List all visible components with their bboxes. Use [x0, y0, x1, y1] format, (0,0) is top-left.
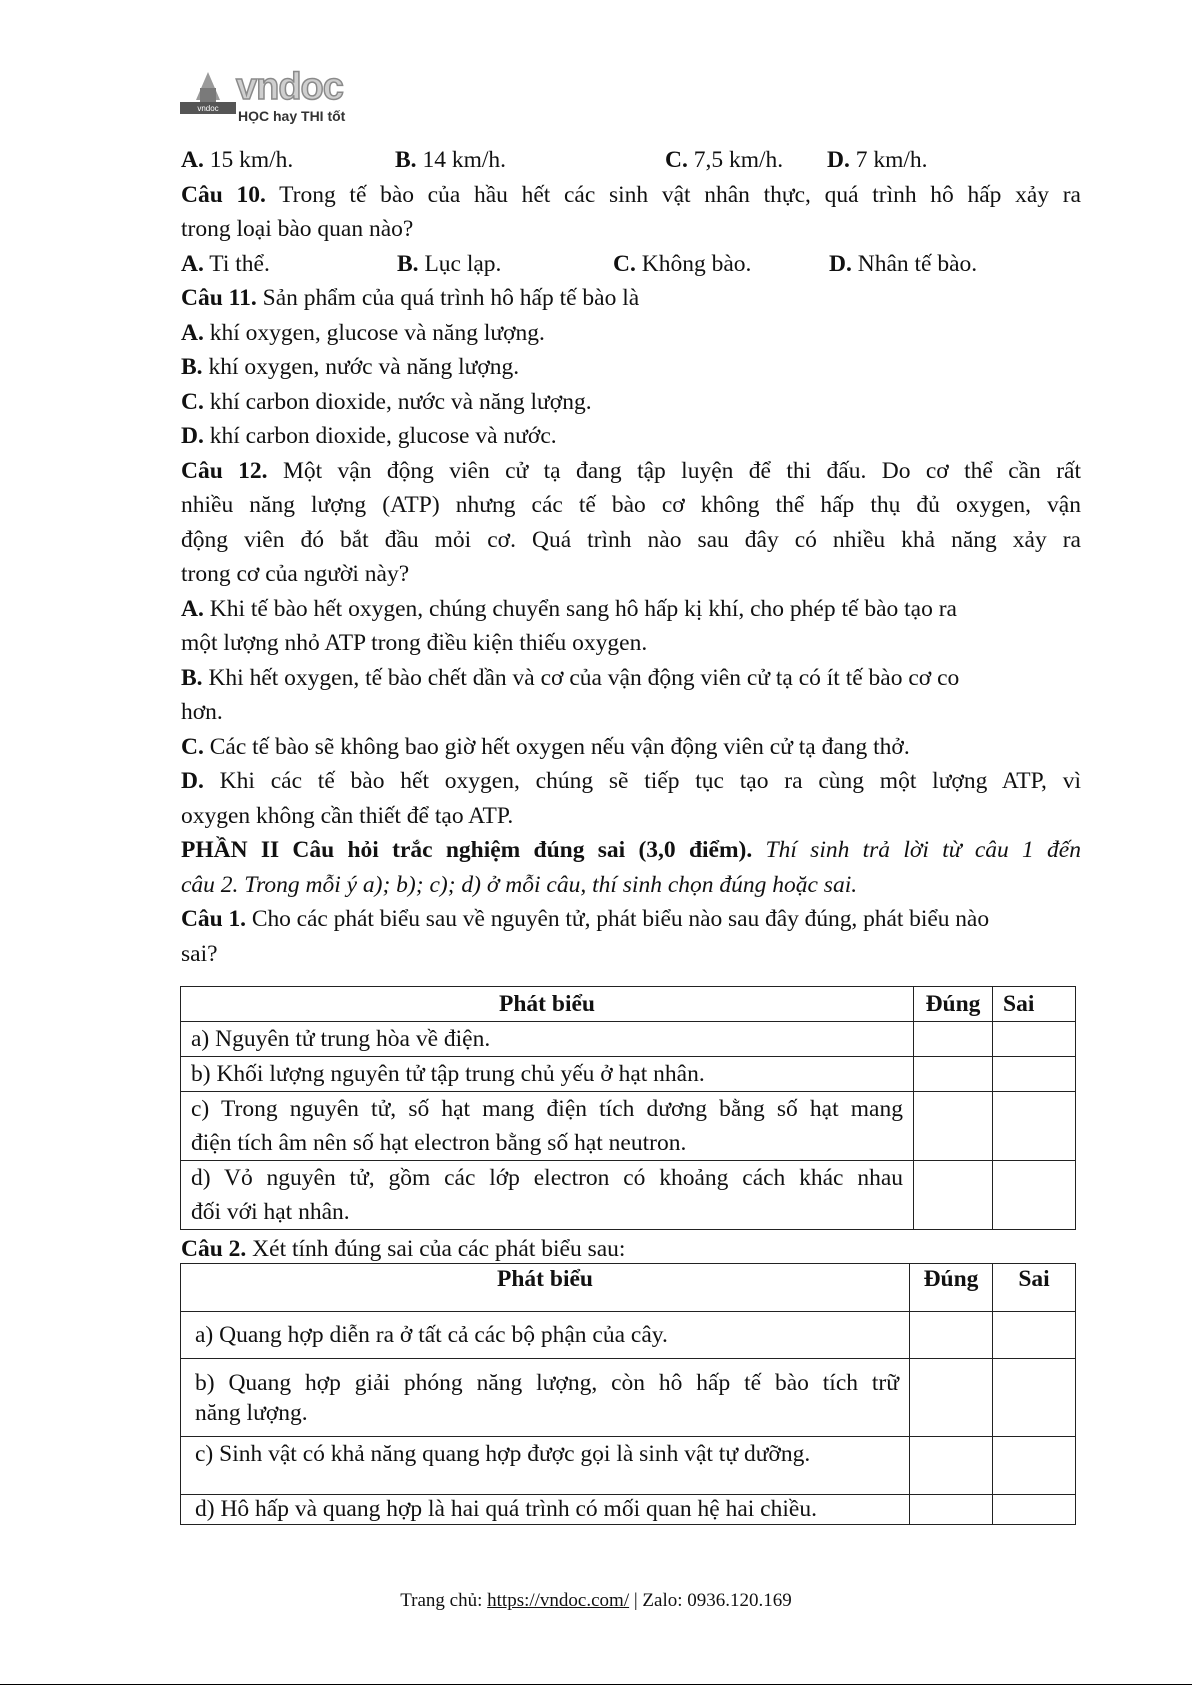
statement-b: b) Quang hợp giải phóng năng lượng, còn hô hấp tế bào tích trữ năng lượng.: [181, 1359, 910, 1437]
q12-option-b-cont: hơn.: [181, 699, 223, 725]
statement-a: a) Nguyên tử trung hòa về điện.: [181, 1022, 914, 1057]
q12-stem-3: động viên đó bắt đầu mỏi cơ. Quá trình nào sau đây có nhiều khả năng xảy ra: [181, 526, 1081, 553]
q12-stem-4: trong cơ của người này?: [181, 561, 410, 587]
tq1-stem: Câu 1. Cho các phát biểu sau về nguyên tử, phát biểu nào sau đây đúng, phát biểu nào: [181, 906, 990, 932]
q10-options: A. Ti thể. B. Lục lạp. C. Không bào. D. Nhân tế bào.: [181, 250, 978, 277]
part2-heading: PHẦN II Câu hỏi trắc nghiệm đúng sai (3,0 điểm). Thí sinh trả lời từ câu 1 đến: [181, 837, 1081, 863]
statement-b: b) Khối lượng nguyên tử tập trung chủ yếu ở hạt nhân.: [181, 1057, 914, 1092]
col-false: Sai: [993, 1264, 1076, 1312]
q10-stem-cont: trong loại bào quan nào?: [181, 216, 414, 242]
tq2-stem: Câu 2. Xét tính đúng sai của các phát biểu sau:: [181, 1236, 626, 1262]
statement-c: c) Trong nguyên tử, số hạt mang điện tích dương bằng số hạt mang điện tích âm nên số hạt electron bằng số hạt neutron.: [181, 1092, 914, 1161]
q12-stem-1: Câu 12. Một vận động viên cử tạ đang tập luyện để thi đấu. Do cơ thể cần rất: [181, 457, 1081, 484]
q12-option-a: A. Khi tế bào hết oxygen, chúng chuyển sang hô hấp kị khí, cho phép tế bào tạo ra: [181, 595, 957, 622]
false-cell-a[interactable]: [993, 1312, 1076, 1359]
true-cell-c[interactable]: [910, 1437, 993, 1495]
false-cell-d[interactable]: [993, 1161, 1076, 1230]
col-false: Sai: [993, 987, 1076, 1022]
q11-option-a: A. khí oxygen, glucose và năng lượng.: [181, 319, 545, 346]
table-header-row: [181, 1264, 1076, 1312]
false-cell-c[interactable]: [993, 1437, 1076, 1495]
q12-stem-2: nhiều năng lượng (ATP) nhưng các tế bào cơ không thể hấp thụ đủ oxygen, vận: [181, 492, 1081, 518]
true-cell-d[interactable]: [914, 1161, 993, 1230]
page-footer: Trang chủ: https://vndoc.com/ | Zalo: 0936.120.169: [400, 1590, 792, 1611]
logo-tagline: HỌC hay THI tốt: [238, 108, 346, 124]
q11-option-c: C. khí carbon dioxide, nước và năng lượng.: [181, 388, 592, 415]
col-statement: Phát biểu: [181, 1264, 910, 1312]
false-cell-d[interactable]: [993, 1495, 1076, 1525]
site-logo[interactable]: [178, 66, 378, 126]
logo-badge: vndoc: [197, 104, 219, 113]
q11-option-b: B. khí oxygen, nước và năng lượng.: [181, 354, 520, 380]
false-cell-c[interactable]: [993, 1092, 1076, 1161]
col-true: Đúng: [910, 1264, 993, 1312]
tq1-stem-cont: sai?: [181, 940, 218, 967]
true-cell-a[interactable]: [910, 1312, 993, 1359]
q10-stem: Câu 10. Trong tế bào của hầu hết các sinh vật nhân thực, quá trình hô hấp xảy ra: [181, 181, 1081, 208]
statement-d: d) Hô hấp và quang hợp là hai quá trình có mối quan hệ hai chiều.: [181, 1495, 910, 1525]
table-row: [181, 1312, 1076, 1359]
part2-instructions: câu 2. Trong mỗi ý a); b); c); d) ở mỗi câu, thí sinh chọn đúng hoặc sai.: [181, 871, 858, 898]
tq2-table: [180, 1263, 1076, 1525]
true-cell-b[interactable]: [914, 1057, 993, 1092]
tq1-table: [180, 986, 1076, 1230]
table-header-row: [181, 987, 1076, 1022]
q12-option-a-cont: một lượng nhỏ ATP trong điều kiện thiếu oxygen.: [181, 630, 648, 656]
true-cell-b[interactable]: [910, 1359, 993, 1437]
logo-tower-icon: [178, 70, 238, 120]
false-cell-b[interactable]: [993, 1359, 1076, 1437]
statement-d: d) Vỏ nguyên tử, gồm các lớp electron có khoảng cách khác nhau đối với hạt nhân.: [181, 1161, 914, 1230]
col-true: Đúng: [914, 987, 993, 1022]
table-row: [181, 1161, 1076, 1230]
true-cell-d[interactable]: [910, 1495, 993, 1525]
table-row: [181, 1057, 1076, 1092]
false-cell-b[interactable]: [993, 1057, 1076, 1092]
table-row: [181, 1437, 1076, 1495]
table-row: [181, 1359, 1076, 1437]
statement-c: c) Sinh vật có khả năng quang hợp được gọi là sinh vật tự dưỡng.: [181, 1437, 910, 1495]
table-row: [181, 1022, 1076, 1057]
home-link[interactable]: https://vndoc.com/: [487, 1590, 630, 1611]
q9-options: A. 15 km/h. B. 14 km/h. C. 7,5 km/h. D. 7 km/h.: [181, 147, 928, 173]
true-cell-a[interactable]: [914, 1022, 993, 1057]
false-cell-a[interactable]: [993, 1022, 1076, 1057]
col-statement: Phát biểu: [181, 987, 914, 1022]
q11-stem: Câu 11. Sản phẩm của quá trình hô hấp tế bào là: [181, 285, 640, 311]
table-row: [181, 1092, 1076, 1161]
q11-option-d: D. khí carbon dioxide, glucose và nước.: [181, 423, 557, 449]
q12-option-d-cont: oxygen không cần thiết để tạo ATP.: [181, 802, 514, 829]
statement-a: a) Quang hợp diễn ra ở tất cả các bộ phận của cây.: [181, 1312, 910, 1359]
page-content: [181, 143, 1081, 971]
true-cell-c[interactable]: [914, 1092, 993, 1161]
q12-option-b: B. Khi hết oxygen, tế bào chết dần và cơ của vận động viên cử tạ có ít tế bào cơ co: [181, 664, 960, 691]
q12-option-d: D. Khi các tế bào hết oxygen, chúng sẽ tiếp tục tạo ra cùng một lượng ATP, vì: [181, 768, 1081, 794]
table-row: [181, 1495, 1076, 1525]
logo-brand: vndoc: [236, 66, 343, 108]
q12-option-c: C. Các tế bào sẽ không bao giờ hết oxygen nếu vận động viên cử tạ đang thở.: [181, 733, 910, 760]
